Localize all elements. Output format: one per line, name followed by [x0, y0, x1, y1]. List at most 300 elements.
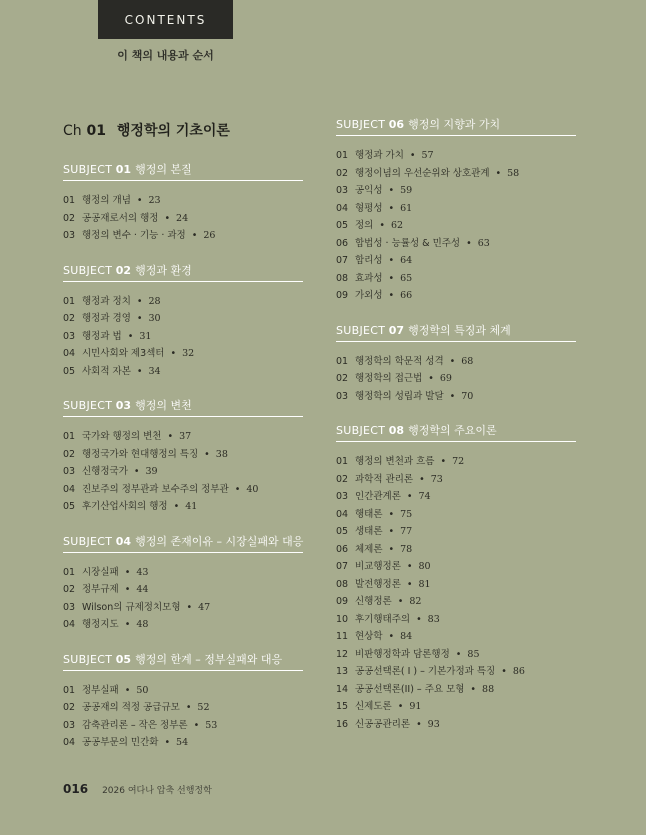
item-number: 03 — [336, 185, 349, 196]
bullet-separator: • — [419, 473, 425, 485]
subject-label: SUBJECT — [63, 652, 113, 666]
item-page: 72 — [452, 456, 465, 467]
chapter-title: 행정학의 기초이론 — [116, 123, 230, 139]
bullet-separator: • — [167, 431, 174, 442]
item-title: 행정의 개념 — [82, 195, 131, 206]
toc-item — [336, 576, 576, 594]
item-number: 07 — [336, 561, 349, 572]
toc-item — [336, 663, 576, 681]
item-title: 가외성 — [355, 290, 383, 301]
item-title: 행정학의 학문적 성격 — [355, 355, 444, 367]
item-title: 공공재로서의 행정 — [82, 212, 159, 224]
item-number: 03 — [63, 601, 76, 613]
item-page: 52 — [197, 702, 210, 713]
item-title: Wilson의 규제정치모형 — [82, 601, 181, 613]
toc-item — [336, 523, 576, 541]
bullet-separator: • — [495, 167, 502, 179]
toc-item — [336, 541, 576, 559]
item-title: 신행정론 — [355, 596, 392, 607]
page-footer — [63, 782, 212, 796]
toc-section — [63, 397, 303, 516]
item-number: 08 — [336, 272, 349, 284]
bullet-separator: • — [186, 601, 193, 613]
item-number: 12 — [336, 648, 349, 660]
item-title: 공공선택론(II) – 주요 모형 — [355, 683, 465, 695]
item-page: 26 — [203, 230, 216, 241]
bullet-separator: • — [136, 295, 143, 307]
toc-item-list — [63, 293, 303, 381]
subject-number: 06 — [388, 118, 405, 131]
item-page: 37 — [179, 431, 192, 442]
toc-item — [63, 192, 303, 210]
item-page: 31 — [139, 330, 152, 342]
item-page: 74 — [418, 491, 431, 502]
book-title: 2026 여다나 압축 선행정학 — [102, 786, 212, 796]
item-number: 01 — [63, 684, 76, 696]
item-number: 01 — [63, 295, 76, 307]
section-title: 행정학의 특징과 체계 — [408, 323, 511, 337]
item-number: 01 — [63, 566, 76, 578]
toc-item — [336, 165, 576, 183]
toc-item-list — [336, 353, 576, 406]
item-title: 행정의 변천과 흐름 — [355, 456, 435, 467]
toc-item — [63, 227, 303, 245]
toc-item — [63, 328, 303, 346]
toc-item-list — [336, 147, 576, 305]
item-number: 02 — [63, 448, 76, 460]
bullet-separator: • — [124, 619, 131, 630]
subject-number: 04 — [115, 534, 132, 548]
toc-item — [63, 363, 303, 381]
toc-item — [63, 310, 303, 328]
toc-item-list — [63, 192, 303, 245]
item-page: 75 — [400, 508, 413, 520]
bullet-separator: • — [170, 348, 177, 359]
bullet-separator: • — [388, 202, 395, 214]
subject-number: 07 — [388, 323, 405, 337]
item-title: 현상학 — [355, 631, 383, 642]
bullet-separator: • — [124, 566, 131, 578]
subject-number: 05 — [115, 652, 132, 666]
bullet-separator: • — [388, 290, 395, 301]
section-heading — [63, 651, 303, 671]
contents-subtitle: 이 책의 내용과 순서 — [117, 49, 214, 62]
item-number: 10 — [336, 613, 349, 625]
item-title: 행정국가와 현대행정의 특징 — [82, 448, 199, 460]
chapter-heading — [63, 120, 230, 140]
item-number: 13 — [336, 666, 349, 677]
item-number: 02 — [63, 313, 76, 324]
item-title: 행정과 정치 — [82, 295, 131, 307]
toc-item-list — [63, 564, 303, 634]
item-page: 66 — [400, 290, 413, 301]
item-number: 04 — [336, 508, 349, 520]
item-page: 82 — [409, 596, 422, 607]
item-title: 국가와 행정의 변천 — [82, 431, 162, 442]
section-title: 행정학의 주요이론 — [408, 424, 497, 437]
toc-item — [63, 463, 303, 481]
bullet-separator: • — [204, 448, 210, 460]
toc-item — [63, 564, 303, 582]
bullet-separator: • — [124, 684, 131, 696]
bullet-separator: • — [406, 578, 413, 590]
section-heading — [63, 397, 303, 417]
bullet-separator: • — [440, 456, 447, 467]
toc-item — [336, 270, 576, 288]
item-page: 83 — [427, 613, 440, 625]
left-column — [63, 161, 303, 769]
section-title: 행정의 한계 – 정부실패와 대응 — [135, 652, 283, 666]
item-page: 86 — [512, 666, 525, 677]
section-heading — [336, 116, 576, 136]
item-number: 01 — [63, 431, 76, 442]
item-title: 후기산업사회의 행정 — [82, 501, 168, 512]
bullet-separator: • — [191, 230, 198, 241]
toc-item — [63, 428, 303, 446]
toc-item-list — [63, 682, 303, 752]
toc-section — [63, 533, 303, 634]
toc-item — [63, 682, 303, 700]
toc-item — [336, 287, 576, 305]
toc-section — [336, 116, 576, 305]
toc-section — [63, 262, 303, 381]
item-number: 01 — [336, 355, 349, 367]
item-page: 32 — [182, 348, 195, 359]
bullet-separator: • — [388, 508, 395, 520]
item-number: 15 — [336, 701, 349, 712]
bullet-separator: • — [127, 330, 134, 342]
item-page: 70 — [461, 390, 474, 402]
bullet-separator: • — [428, 373, 434, 384]
subject-label: SUBJECT — [63, 163, 113, 176]
bullet-separator: • — [388, 526, 395, 537]
item-title: 합법성 · 능률성 & 민주성 — [355, 237, 461, 249]
item-number: 03 — [63, 330, 76, 342]
item-title: 공익성 — [355, 185, 383, 196]
section-heading — [63, 262, 303, 282]
bullet-separator: • — [501, 666, 507, 677]
bullet-separator: • — [185, 702, 192, 713]
toc-item — [336, 353, 576, 371]
item-page: 65 — [400, 272, 413, 284]
item-title: 행정학의 성립과 발달 — [355, 390, 444, 402]
toc-item — [336, 558, 576, 576]
item-page: 93 — [427, 718, 440, 730]
bullet-separator: • — [466, 237, 472, 249]
item-number: 05 — [63, 365, 76, 377]
item-page: 43 — [136, 566, 149, 578]
item-title: 행정과 가치 — [355, 150, 404, 161]
item-page: 48 — [136, 619, 149, 630]
toc-item — [63, 481, 303, 499]
toc-item — [63, 734, 303, 752]
toc-item — [336, 506, 576, 524]
toc-item — [336, 370, 576, 388]
toc-section — [336, 322, 576, 406]
item-number: 04 — [63, 737, 76, 748]
item-number: 09 — [336, 290, 349, 301]
subject-number: 08 — [388, 424, 405, 437]
item-title: 행정과 경영 — [82, 313, 131, 324]
item-page: 23 — [148, 195, 161, 206]
item-number: 04 — [63, 348, 76, 359]
item-title: 형평성 — [355, 202, 383, 214]
toc-item — [336, 611, 576, 629]
item-title: 후기행태주의 — [355, 613, 411, 625]
chapter-prefix: Ch — [63, 123, 82, 139]
item-number: 02 — [336, 373, 349, 384]
bullet-separator: • — [397, 596, 404, 607]
bullet-separator: • — [234, 483, 241, 495]
item-page: 59 — [400, 185, 413, 196]
toc-item — [336, 200, 576, 218]
section-heading — [336, 422, 576, 442]
item-number: 04 — [63, 619, 76, 630]
item-page: 53 — [205, 719, 218, 731]
item-title: 감축관리론 – 작은 정부론 — [82, 719, 188, 731]
item-number: 02 — [63, 702, 76, 713]
item-title: 행정이념의 우선순위와 상호관계 — [355, 167, 490, 179]
toc-item — [336, 471, 576, 489]
toc-item — [63, 293, 303, 311]
item-page: 50 — [136, 684, 149, 696]
toc-section — [63, 161, 303, 245]
item-number: 16 — [336, 718, 349, 730]
toc-item — [336, 453, 576, 471]
bullet-separator: • — [388, 631, 395, 642]
bullet-separator: • — [164, 212, 171, 224]
item-page: 24 — [176, 212, 189, 224]
item-page: 44 — [136, 584, 149, 595]
bullet-separator: • — [388, 255, 395, 266]
item-number: 03 — [336, 390, 349, 402]
bullet-separator: • — [397, 701, 404, 712]
item-number: 03 — [336, 491, 349, 502]
item-title: 신행정국가 — [82, 466, 128, 477]
item-page: 88 — [482, 683, 495, 695]
toc-item — [336, 147, 576, 165]
toc-item — [336, 716, 576, 734]
item-number: 14 — [336, 683, 349, 695]
item-page: 78 — [400, 543, 413, 555]
item-number: 03 — [63, 466, 76, 477]
item-number: 05 — [336, 526, 349, 537]
item-number: 11 — [336, 631, 349, 642]
toc-section — [63, 651, 303, 752]
item-number: 02 — [336, 167, 349, 179]
bullet-separator: • — [124, 584, 131, 595]
page-number: 016 — [63, 782, 89, 796]
item-number: 03 — [63, 230, 76, 241]
toc-item — [63, 581, 303, 599]
contents-banner: CONTENTS — [98, 0, 233, 39]
item-page: 57 — [421, 150, 434, 161]
item-title: 신공공관리론 — [355, 718, 411, 730]
item-number: 04 — [63, 483, 76, 495]
bullet-separator: • — [136, 365, 143, 377]
item-title: 정부실패 — [82, 684, 119, 696]
toc-item — [336, 252, 576, 270]
item-title: 신제도론 — [355, 701, 392, 712]
item-number: 02 — [336, 473, 349, 485]
toc-item — [63, 345, 303, 363]
bullet-separator: • — [470, 683, 477, 695]
item-page: 77 — [400, 526, 413, 537]
item-title: 사회적 자본 — [82, 365, 131, 377]
bullet-separator: • — [406, 491, 413, 502]
item-title: 공공재의 적정 공급규모 — [82, 702, 180, 713]
item-number: 06 — [336, 237, 349, 249]
item-number: 04 — [336, 202, 349, 214]
item-title: 비판행정학과 담론행정 — [355, 648, 450, 660]
bullet-separator: • — [409, 150, 416, 161]
item-title: 효과성 — [355, 272, 383, 284]
item-title: 진보주의 정부관과 보수주의 정부관 — [82, 483, 229, 495]
item-title: 시민사회와 제3섹터 — [82, 348, 165, 359]
section-title: 행정의 본질 — [135, 163, 192, 176]
section-title: 행정의 지향과 가치 — [408, 118, 501, 131]
right-column — [336, 116, 576, 750]
item-page: 63 — [477, 237, 490, 249]
bullet-separator: • — [416, 718, 422, 730]
item-title: 행정지도 — [82, 619, 119, 630]
bullet-separator: • — [416, 613, 422, 625]
item-number: 01 — [63, 195, 76, 206]
item-title: 공공부문의 민간화 — [82, 737, 159, 748]
subject-number: 03 — [115, 399, 132, 412]
section-title: 행정의 존재이유 – 시장실패와 대응 — [135, 534, 304, 548]
toc-item — [63, 717, 303, 735]
item-title: 합리성 — [355, 255, 383, 266]
item-title: 정의 — [355, 220, 374, 231]
section-heading — [63, 533, 303, 553]
subject-label: SUBJECT — [336, 118, 386, 131]
item-page: 38 — [215, 448, 228, 460]
toc-item — [336, 698, 576, 716]
item-title: 시장실패 — [82, 566, 119, 578]
toc-item — [63, 699, 303, 717]
subject-label: SUBJECT — [336, 424, 386, 437]
item-number: 05 — [63, 501, 76, 512]
bullet-separator: • — [193, 719, 200, 731]
toc-item — [336, 646, 576, 664]
item-title: 생태론 — [355, 526, 383, 537]
bullet-separator: • — [388, 185, 395, 196]
item-page: 28 — [148, 295, 161, 307]
toc-section — [336, 422, 576, 733]
toc-item-list — [63, 428, 303, 516]
bullet-separator: • — [406, 561, 413, 572]
toc-item — [336, 217, 576, 235]
item-number: 08 — [336, 578, 349, 590]
toc-item — [63, 599, 303, 617]
bullet-separator: • — [388, 272, 395, 284]
toc-item — [63, 210, 303, 228]
item-page: 80 — [418, 561, 431, 572]
item-page: 41 — [185, 501, 198, 512]
item-title: 인간관계론 — [355, 491, 401, 502]
bullet-separator: • — [136, 195, 143, 206]
bullet-separator: • — [449, 355, 456, 367]
section-title: 행정과 환경 — [135, 263, 192, 277]
section-heading — [63, 161, 303, 181]
toc-item — [336, 488, 576, 506]
toc-item — [63, 616, 303, 634]
item-number: 03 — [63, 719, 76, 731]
item-page: 40 — [246, 483, 259, 495]
item-number: 01 — [336, 456, 349, 467]
item-page: 34 — [148, 365, 161, 377]
item-page: 54 — [176, 737, 189, 748]
bullet-separator: • — [449, 390, 456, 402]
toc-item — [336, 628, 576, 646]
item-title: 행정과 법 — [82, 330, 122, 342]
item-page: 91 — [409, 701, 422, 712]
item-page: 68 — [461, 355, 474, 367]
item-number: 09 — [336, 596, 349, 607]
item-page: 85 — [467, 648, 480, 660]
toc-item — [63, 446, 303, 464]
toc-item — [336, 235, 576, 253]
toc-item — [336, 388, 576, 406]
item-title: 행정의 변수 · 기능 · 과정 — [82, 230, 186, 241]
item-page: 81 — [418, 578, 431, 590]
subject-label: SUBJECT — [63, 263, 113, 277]
bullet-separator: • — [164, 737, 171, 748]
subject-label: SUBJECT — [63, 399, 113, 412]
section-heading — [336, 322, 576, 342]
subject-number: 02 — [115, 263, 132, 277]
item-number: 06 — [336, 543, 349, 555]
item-page: 73 — [430, 473, 443, 485]
subject-label: SUBJECT — [336, 323, 386, 337]
item-title: 비교행정론 — [355, 561, 401, 572]
item-number: 01 — [336, 150, 349, 161]
item-title: 정부규제 — [82, 584, 119, 595]
toc-item-list — [336, 453, 576, 733]
item-page: 58 — [507, 167, 520, 179]
item-page: 84 — [400, 631, 413, 642]
bullet-separator: • — [136, 313, 143, 324]
toc-item — [336, 182, 576, 200]
subject-number: 01 — [115, 163, 132, 176]
item-title: 체제론 — [355, 543, 383, 555]
item-title: 발전행정론 — [355, 578, 401, 590]
section-title: 행정의 변천 — [135, 399, 192, 412]
toc-item — [336, 681, 576, 699]
bullet-separator: • — [173, 501, 180, 512]
bullet-separator: • — [388, 543, 395, 555]
item-number: 05 — [336, 220, 349, 231]
item-page: 62 — [390, 220, 404, 231]
bullet-separator: • — [379, 220, 385, 231]
item-number: 02 — [63, 584, 76, 595]
item-page: 47 — [198, 601, 211, 613]
item-title: 과학적 관리론 — [355, 473, 414, 485]
item-page: 61 — [400, 202, 413, 214]
bullet-separator: • — [455, 648, 462, 660]
item-title: 공공선택론( I ) – 기본가정과 특징 — [355, 666, 496, 677]
item-number: 07 — [336, 255, 349, 266]
item-page: 39 — [145, 466, 158, 477]
item-title: 행정학의 접근법 — [355, 373, 423, 384]
item-page: 64 — [400, 255, 413, 266]
item-page: 30 — [148, 313, 161, 324]
toc-item — [63, 498, 303, 516]
bullet-separator: • — [133, 466, 140, 477]
item-number: 02 — [63, 212, 76, 224]
chapter-number: 01 — [86, 123, 107, 139]
